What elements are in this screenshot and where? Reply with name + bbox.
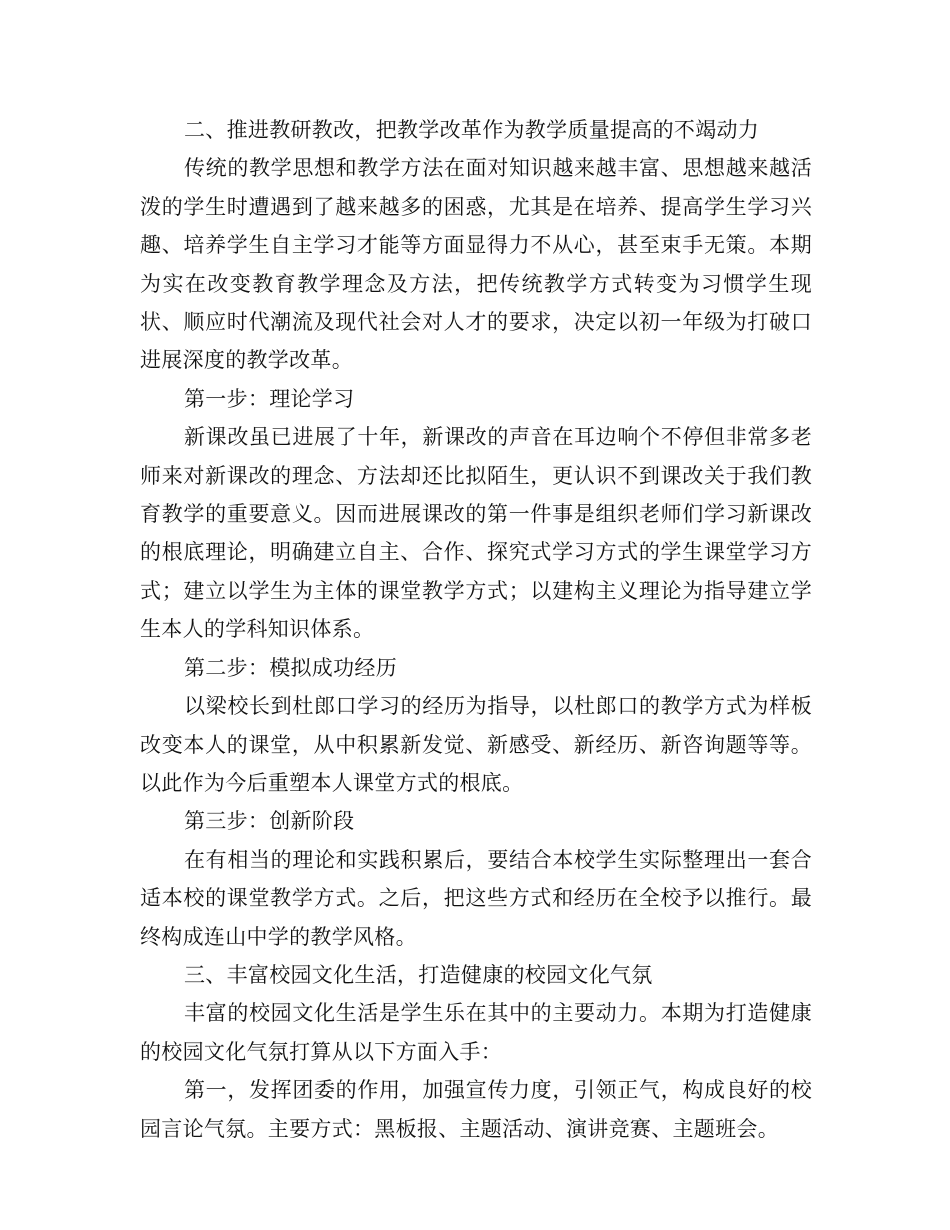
step-heading-1: 第一步：理论学习 (184, 386, 355, 411)
body-paragraph: 在有相当的理论和实践积累后，要结合本校学生实际整理出一套合适本校的课堂教学方式。之后，把这些方式和经历在全校予以推行。最终构成连山中学的教学风格。 (140, 847, 812, 949)
section-heading-2: 二、推进教研教改，把教学改革作为教学质量提高的不竭动力 (184, 118, 760, 142)
section-heading-3: 三、丰富校园文化生活，打造健康的校园文化气氛 (184, 962, 653, 987)
body-paragraph: 新课改虽已进展了十年，新课改的声音在耳边响个不停但非常多老师来对新课改的理念、方法却还比拟陌生，更认识不到课改关于我们教育教学的重要意义。因而进展课改的第一件事是组织老师们学习新课改的根底理论，明确建立自主、合作、探究式学习方式的学生课堂学习方式；建立以学生为主体的课堂教学方式；以建构主义理论为指导建立学生本人的学科知识体系。 (140, 425, 812, 642)
step-heading-2: 第二步：模拟成功经历 (184, 655, 397, 680)
body-paragraph: 丰富的校园文化生活是学生乐在其中的主要动力。本期为打造健康的校园文化气氛打算从以下方面入手： (140, 1001, 812, 1064)
body-paragraph: 以梁校长到杜郎口学习的经历为指导，以杜郎口的教学方式为样板改变本人的课堂，从中积累新发觉、新感受、新经历、新咨询题等等。以此作为今后重塑本人课堂方式的根底。 (140, 694, 812, 795)
body-paragraph: 第一，发挥团委的作用，加强宣传力度，引领正气，构成良好的校园言论气氛。主要方式：黑板报、主题活动、演讲竞赛、主题班会。 (140, 1078, 812, 1141)
body-paragraph: 传统的教学思想和教学方法在面对知识越来越丰富、思想越来越活泼的学生时遭遇到了越来越多的困惑，尤其是在培养、提高学生学习兴趣、培养学生自主学习才能等方面显得力不从心，甚至束手无策。本期为实在改变教育教学理念及方法，把传统教学方式转变为习惯学生现状、顺应时代潮流及现代社会对人才的要求，决定以初一年级为打破口进展深度的教学改革。 (140, 156, 812, 373)
document-body (140, 111, 812, 1148)
step-heading-3: 第三步：创新阶段 (184, 809, 355, 834)
